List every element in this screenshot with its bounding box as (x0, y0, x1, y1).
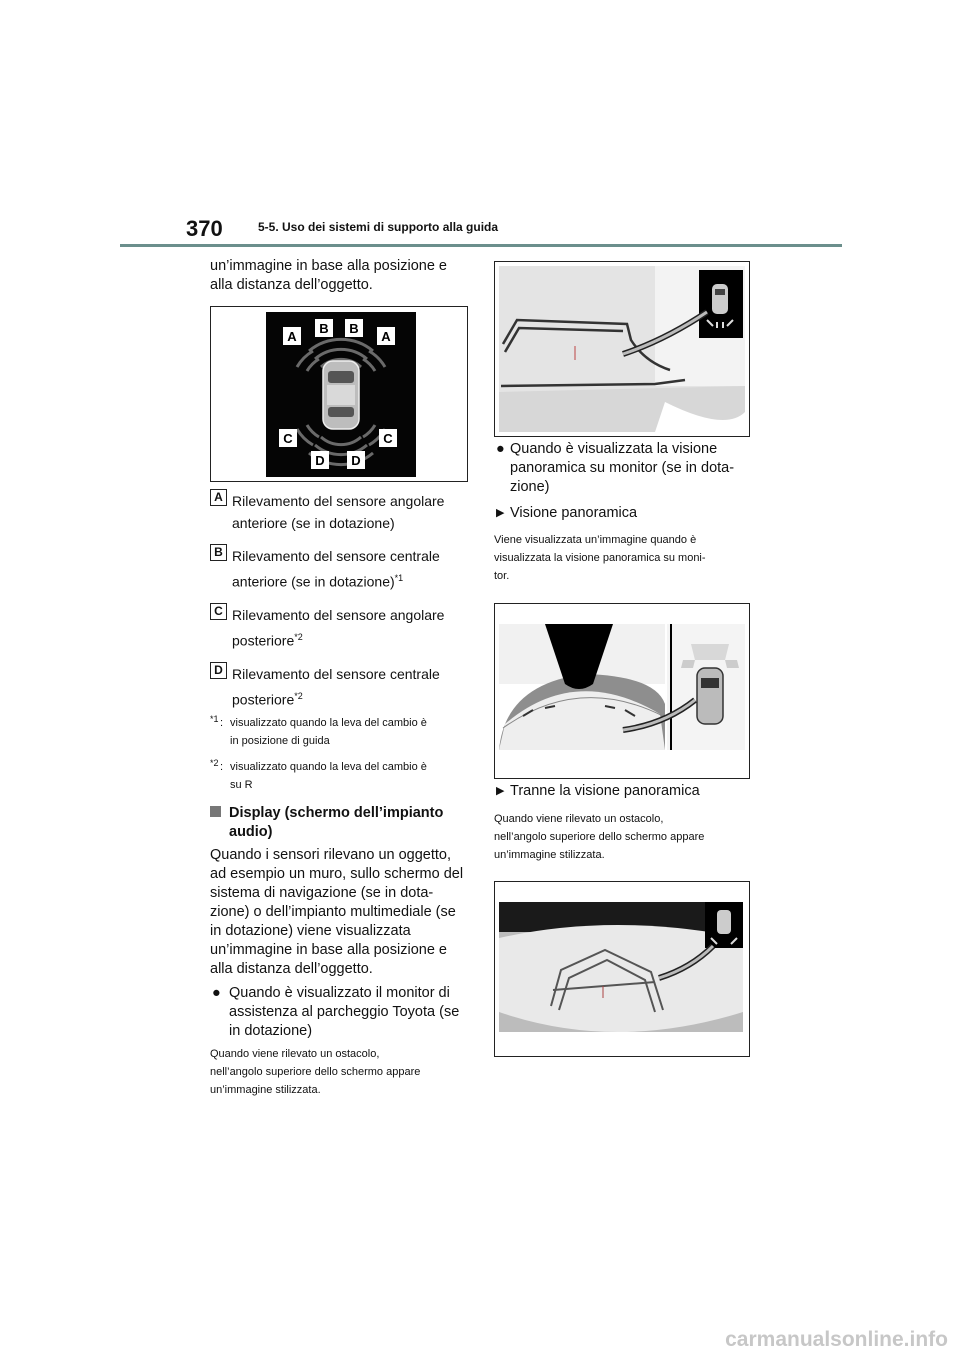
sub-item-except-panoramic: ▶ Tranne la visione panoramica (496, 783, 700, 799)
parking-monitor-body: Quando viene rilevato un ostacolo, nell’angolo superiore dello schermo appare un’immagine stilizzata. (210, 1048, 421, 1096)
badge-c: C (210, 603, 227, 620)
sensor-label-b-right: B (349, 321, 359, 336)
display-body: Quando i sensori rilevano un oggetto, ad esempio un muro, sullo schermo del sistema di navigazione (se in dota- zione) o dell’impianto multimediale (se in dotazione) viene visualizzata un’immagine in base alla posizione e alla distanza dell’oggetto. (210, 847, 464, 977)
badge-a: A (210, 489, 227, 506)
sensor-label-b-left: B (319, 321, 329, 336)
sub-item-panoramic: ▶ Visione panoramica (496, 505, 638, 521)
bullet-panoramic-view: ● Quando è visualizzata la visione panoramica su monitor (se in dota- zione) (496, 441, 735, 495)
page-number: 370 (186, 216, 223, 241)
section-title: 5-5. Uso dei sistemi di supporto alla guida (258, 220, 499, 234)
footnote-1: *1 : visualizzato quando la leva del cambio è in posizione di guida (210, 714, 427, 747)
sensor-label-c-right: C (383, 431, 393, 446)
sensor-label-a-right: A (381, 329, 391, 344)
sub-item-except-body: Quando viene rilevato un ostacolo, nell’angolo superiore dello schermo appare un’immagine stilizzata. (494, 813, 705, 861)
square-bullet-icon (210, 806, 221, 817)
panoramic-figure (494, 603, 750, 779)
sensor-label-d-right: D (351, 453, 361, 468)
sensor-diagram (211, 307, 467, 481)
mini-car-icon (712, 284, 728, 314)
triangle-bullet-icon: ▶ (496, 507, 505, 519)
badge-b: B (210, 544, 227, 561)
sensor-label-d-left: D (315, 453, 325, 468)
display-heading: Display (schermo dell’impianto audio) (210, 804, 480, 842)
footnote-2: *2 : visualizzato quando la leva del cambio è su R (210, 758, 427, 791)
car-icon (323, 361, 359, 429)
except-panoramic-figure (494, 881, 750, 1057)
sensor-label-c-left: C (283, 431, 293, 446)
legend-item-a: A Rilevamento del sensore angolare anteriore (se in dotazione) (210, 489, 480, 537)
car-top-icon (697, 668, 723, 724)
header-rule (120, 244, 842, 247)
sensor-label-a-left: A (287, 329, 297, 344)
bullet-parking-monitor: ● Quando è visualizzato il monitor di assistenza al parcheggio Toyota (se in dotazione) (212, 985, 460, 1039)
triangle-bullet-icon: ▶ (496, 785, 505, 797)
dot-bullet-icon: ● (212, 985, 221, 1001)
intro-text: un’immagine in base alla posizione e alla distanza dell’oggetto. (210, 258, 447, 293)
parking-monitor-figure (494, 261, 750, 437)
sensor-figure (210, 306, 468, 482)
mini-car-icon (717, 910, 731, 934)
legend-item-c: C Rilevamento del sensore angolare posteriore$^{*2}$ (210, 603, 480, 651)
legend-item-b: B Rilevamento del sensore centrale anteriore (se in dotazione)$^{*1}$ (210, 544, 480, 592)
watermark: carmanualsonline.info (725, 1328, 948, 1351)
badge-d: D (210, 662, 227, 679)
legend-item-d: D Rilevamento del sensore centrale posteriore$^{*2}$ (210, 662, 480, 710)
dot-bullet-icon: ● (496, 441, 505, 457)
sub-item-panoramic-body: Viene visualizzata un’immagine quando è visualizzata la visione panoramica su moni- tor. (494, 534, 706, 582)
